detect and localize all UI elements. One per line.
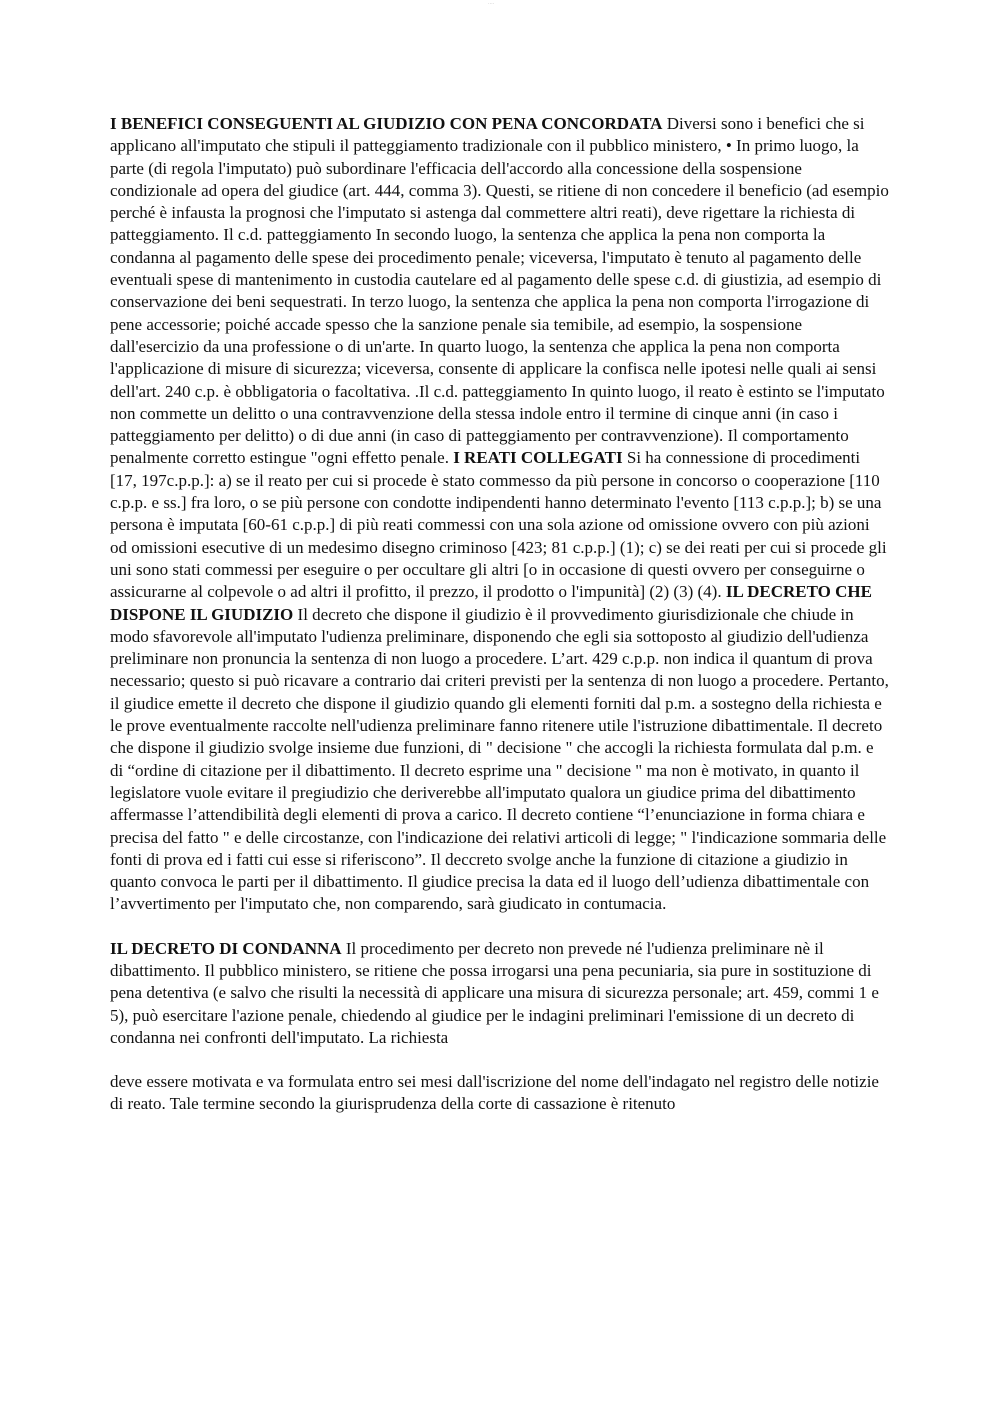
paragraph-continuation [110, 1071, 890, 1116]
document-body [110, 113, 890, 1116]
page-header-mark: .... [488, 0, 495, 6]
heading-benefici: I BENEFICI CONSEGUENTI AL GIUDIZIO CON PENA CONCORDATA [110, 114, 663, 133]
heading-reati-collegati: I REATI COLLEGATI [453, 448, 623, 468]
paragraph-main [110, 113, 890, 916]
heading-decreto-condanna: IL DECRETO DI CONDANNA [110, 938, 342, 958]
text-continuation: deve essere motivata e va formulata entro sei mesi dall'iscrizione del nome dell'indagato nel registro delle notizie di reato. Tale termine secondo la giurisprudenza della corte di cassazione è ritenuto [110, 1072, 879, 1114]
text-reati-collegati: Si ha connessione di procedimenti [17, 197c.p.p.]: a) se il reato per cui si procede è stato commesso da più persone in concorso o cooperazione [110 c.p.p. e ss.] fra loro, o se più persone con condotte indipendenti hanno determinato l'evento [113 c.p.p.]; b) se una persona è imputata [60-61 c.p.p.] di più reati commessi con una sola azione od omissione ovvero con più azioni od omissioni esecutive di un medesimo disegno criminoso [423; 81 c.p.p.] (1); c) se dei reati per cui si procede gli uni sono stati commessi per eseguire o per occultare gli altri [o in occasione di questi ovvero per conseguirne o assicurarne al colpevole o ad altri il profitto, il prezzo, il prodotto o l'impunità] (2) (3) (4). [110, 448, 887, 602]
text-benefici: Diversi sono i benefici che si applicano all'imputato che stipuli il patteggiamento tradizionale con il pubblico ministero, • In primo luogo, la parte (di regola l'imputato) può subordinare l'efficacia dell'accordo alla concessione della sospensione condizionale ad opera del giudice (art. 444, comma 3). Questi, se ritiene di non concedere il beneficio (ad esempio perché è infausta la prognosi che l'imputato si astenga dal commettere altri reati), deve rigettare la richiesta di patteggiamento. Il c.d. patteggiamento In secondo luogo, la sentenza che applica la pena non comporta la condanna al pagamento delle spese dei procedimento penale; viceversa, l'imputato è tenuto al pagamento delle eventuali spese di mantenimento in custodia cautelare ed al pagamento delle spese c.d. di giustizia, ad esempio di conservazione dei beni sequestrati. In terzo luogo, la sentenza che applica la pena non comporta l'irrogazione di pene accessorie; poiché accade spesso che la sanzione penale sia temibile, ad esempio, la sospensione dall'esercizio da una professione o di un'arte. In quarto luogo, la sentenza che applica la pena non comporta l'applicazione di misure di sicurezza; viceversa, consente di applicare la confisca nelle ipotesi nelle quali ai sensi dell'art. 240 c.p. è obbligatoria o facoltativa. .Il c.d. patteggiamento In quinto luogo, il reato è estinto se l'imputato non commette un delitto o una contravvenzione della stessa indole entro il termine di cinque anni (in caso i patteggiamento per delitto) o di due anni (in caso di patteggiamento per contravvenzione). Il comportamento penalmente corretto estingue "ogni effetto penale. [110, 114, 889, 468]
paragraph-decreto-condanna [110, 938, 890, 1049]
text-decreto-condanna: Il procedimento per decreto non prevede né l'udienza preliminare nè il dibattimento. Il pubblico ministero, se ritiene che possa irrogarsi una pena pecuniaria, sia pure in sostituzione di pena detentiva (e salvo che risulti la necessità di applicare una misura di sicurezza personale; art. 459, commi 1 e 5), può esercitare l'azione penale, chiedendo al giudice per le indagini preliminari l'emissione di un decreto di condanna nei confronti dell'imputato. La richiesta [110, 938, 879, 1047]
heading-decreto-giudizio: IL DECRETO CHE DISPONE IL GIUDIZIO [110, 582, 872, 624]
text-decreto-giudizio: Il decreto che dispone il giudizio è il provvedimento giurisdizionale che chiude in modo sfavorevole all'imputato l'udienza preliminare, disponendo che egli sia sottoposto al giudizio dell'udienza preliminare non pronuncia la sentenza di non luogo a procedere. L’art. 429 c.p.p. non indica il quantum di prova necessario; questo si può ricavare a contrario dai criteri previsti per la sentenza di non luogo a procedere. Pertanto, il giudice emette il decreto che dispone il giudizio quando gli elementi forniti dal p.m. a sostegno della richiesta e le prove eventualmente raccolte nell'udienza preliminare fanno ritenere utile l'istruzione dibattimentale. Il decreto che dispone il giudizio svolge insieme due funzioni, di " decisione " che accogli la richiesta formulata dal p.m. e di “ordine di citazione per il dibattimento. Il decreto esprime una " decisione " ma non è motivato, in quanto il legislatore vuole evitare il pregiudizio che deriverebbe all'imputato qualora un giudice prima del dibattimento affermasse l’attendibilità degli elementi di prova a carico. Il decreto contiene “l’enunciazione in forma chiara e precisa del fatto " e delle circostanze, con l'indicazione dei relativi articoli di legge; " l'indicazione sommaria delle fonti di prova ed i fatti cui esse si riferiscono”. Il deccreto svolge anche la funzione di citazione a giudizio in quanto convoca le parti per il dibattimento. Il giudice precisa la data ed il luogo dell’udienza dibattimentale con l’avvertimento per l'imputato che, non comparendo, sarà giudicato in contumacia. [110, 604, 889, 914]
